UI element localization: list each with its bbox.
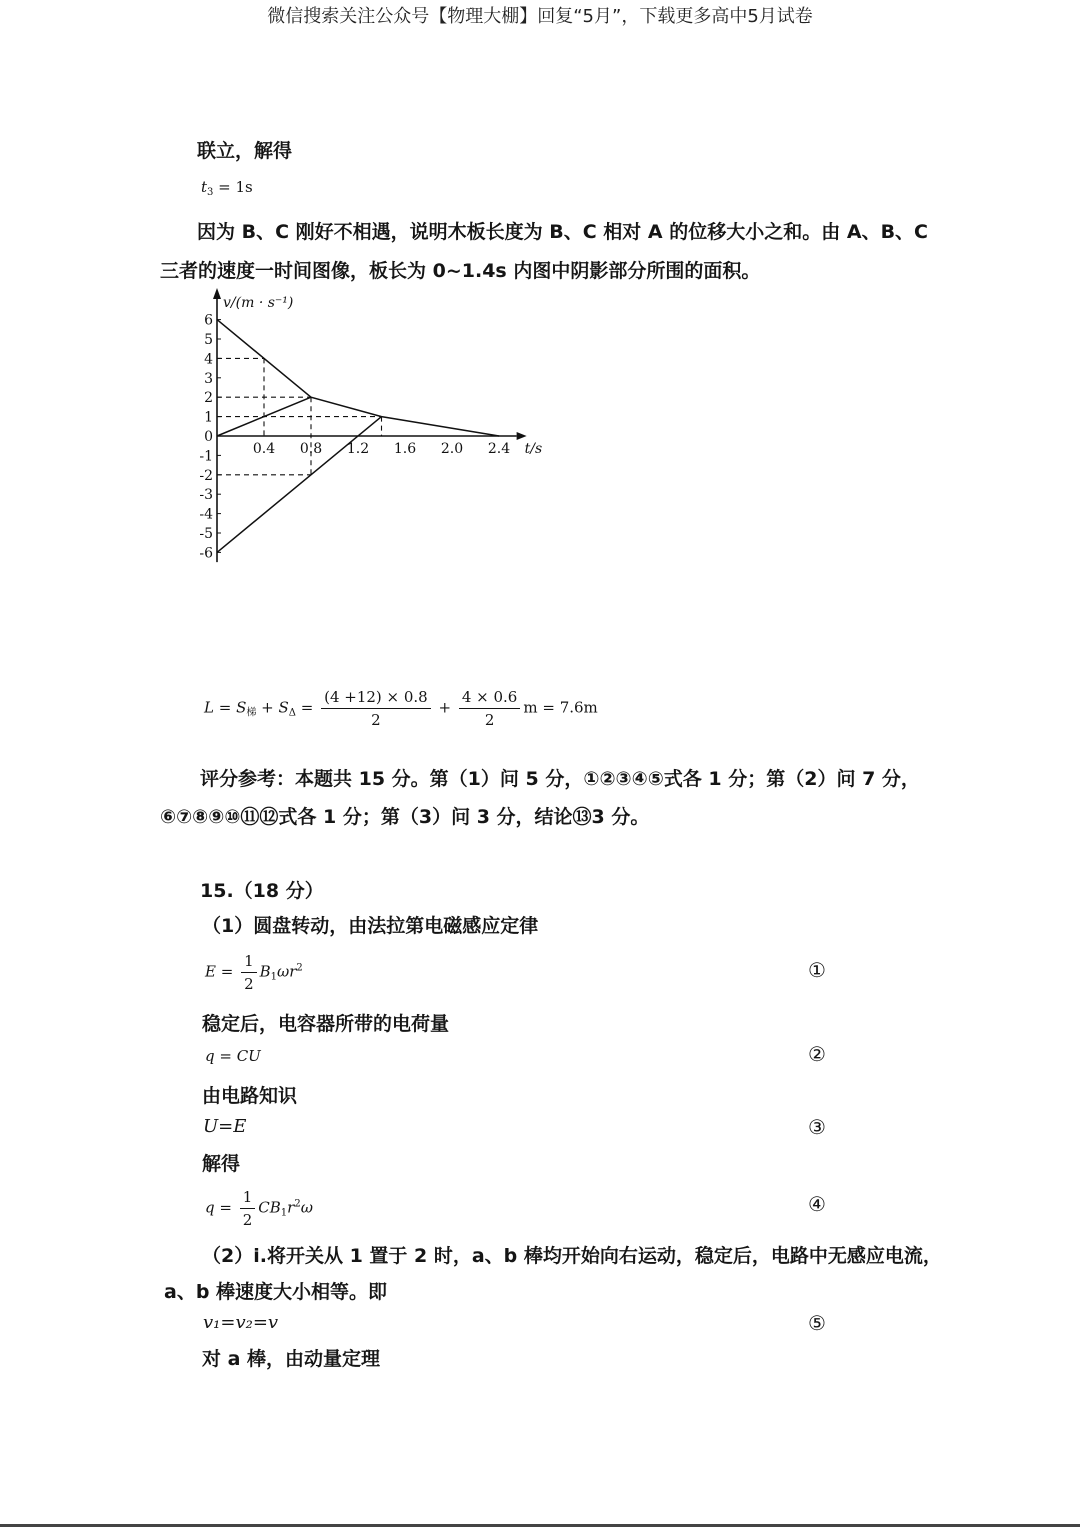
fraction-trapezoid xyxy=(321,688,431,729)
fraction-triangle-numerator: 4 × 0.6 xyxy=(459,688,521,709)
y-axis-label: v/(m · s⁻¹) xyxy=(223,295,294,311)
x-tick-label: 1.2 xyxy=(346,441,370,457)
y-tick-label: 1 xyxy=(204,409,213,426)
formula-L-s1-sub: 梯 xyxy=(246,707,257,719)
t3-symbol: t xyxy=(201,178,208,196)
y-tick-label: -5 xyxy=(199,526,213,542)
velocity-series-line-3 xyxy=(217,417,382,553)
after-stable-text: 稳定后，电容器所带的电荷量 xyxy=(202,1013,450,1035)
equation-3-number: ③ xyxy=(808,1115,826,1139)
equation-4-number: ④ xyxy=(808,1192,826,1216)
formula-L xyxy=(204,688,598,729)
y-tick-label: 2 xyxy=(204,390,213,407)
equation-2: q = CU xyxy=(205,1047,261,1065)
y-tick-label: 4 xyxy=(204,351,213,368)
eq4-r: r xyxy=(287,1198,295,1217)
x-axis-arrow xyxy=(517,432,527,440)
eq4-cb: CB xyxy=(258,1198,281,1217)
fraction-triangle-denominator: 2 xyxy=(484,711,495,729)
formula-L-s2: S xyxy=(278,698,289,717)
formula-L-lhs: L xyxy=(204,698,214,717)
equation-4 xyxy=(205,1188,313,1229)
y-tick-label: 5 xyxy=(204,332,213,348)
x-tick-label: 0.8 xyxy=(299,441,323,457)
eq1-eq: = xyxy=(215,962,239,981)
y-tick-label: -1 xyxy=(199,448,213,465)
equation-1 xyxy=(205,952,303,993)
formula-L-plus2: + xyxy=(433,698,456,717)
scoring-label: 评分参考 xyxy=(200,768,277,790)
formula-L-plus: + xyxy=(256,698,279,717)
equation-5-number: ⑤ xyxy=(808,1311,826,1335)
velocity-time-chart xyxy=(180,285,550,575)
eq1-fraction xyxy=(241,952,257,993)
paragraph-line-1: 因为 B、C 刚好不相遇，说明木板长度为 B、C 相对 A 的位移大小之和。由 A、B、C xyxy=(197,221,928,243)
fraction-trapezoid-denominator: 2 xyxy=(371,711,381,729)
solve-joint-text: 联立，解得 xyxy=(197,140,293,162)
velocity-series-line-2 xyxy=(217,397,311,436)
y-tick-label: 6 xyxy=(204,312,213,329)
eq4-lhs: q xyxy=(205,1198,215,1217)
equation-2-number: ② xyxy=(808,1042,826,1066)
scoring-line-2: ⑥⑦⑧⑨⑩⑪⑫式各 1 分；第（3）问 3 分，结论⑬3 分。 xyxy=(160,806,650,828)
formula-L-result: m = 7.6m xyxy=(523,698,598,717)
paragraph-line-2: 三者的速度一时间图像，板长为 0~1.4s 内图中阴影部分所围的面积。 xyxy=(160,260,761,282)
x-axis-label: t/s xyxy=(524,441,543,457)
x-tick-label: 2.0 xyxy=(440,441,464,457)
y-tick-label: 3 xyxy=(204,370,213,387)
final-line-text: 对 a 棒，由动量定理 xyxy=(202,1348,381,1370)
eq1-b-sub: 1 xyxy=(270,971,278,983)
y-tick-label: -2 xyxy=(199,467,213,484)
y-tick-label: -4 xyxy=(199,506,213,523)
formula-L-eq: = xyxy=(213,698,237,717)
eq1-denominator: 2 xyxy=(244,975,254,993)
question-15-title: 15.（18 分） xyxy=(200,880,324,902)
question-15-part2-line2: a、b 棒速度大小相等。即 xyxy=(164,1281,388,1303)
question-15-part2-line1: （2）i.将开关从 1 置于 2 时，a、b 棒均开始向右运动，稳定后，电路中无感应电流， xyxy=(202,1245,942,1267)
formula-L-s2-sub: Δ xyxy=(288,707,296,719)
x-tick-label: 2.4 xyxy=(487,441,511,457)
equation-3: U=E xyxy=(203,1116,247,1137)
y-axis-arrow xyxy=(213,288,221,299)
eq4-sub: 1 xyxy=(280,1207,288,1219)
eq4-sup: 2 xyxy=(294,1198,301,1210)
circuit-knowledge-text: 由电路知识 xyxy=(202,1085,298,1107)
eq1-tail: ωr xyxy=(277,962,297,981)
eq4-denominator: 2 xyxy=(242,1211,253,1229)
page-header-banner: 微信搜索关注公众号【物理大棚】回复“5月”，下载更多高中5月试卷 xyxy=(267,6,813,27)
formula-L-s1: S xyxy=(236,698,247,717)
eq4-eq: = xyxy=(214,1198,237,1217)
eq4-omega: ω xyxy=(300,1198,313,1217)
y-tick-label: -6 xyxy=(199,545,213,562)
scoring-line-1-text: ：本题共 15 分。第（1）问 5 分，①②③④⑤式各 1 分；第（2）问 7 分， xyxy=(276,768,920,790)
formula-L-eq2: = xyxy=(295,698,319,717)
eq4-numerator: 1 xyxy=(240,1188,256,1209)
y-tick-label: -3 xyxy=(199,487,213,504)
solve-text: 解得 xyxy=(202,1153,241,1175)
scoring-line-1 xyxy=(200,764,920,791)
eq1-b: B xyxy=(259,962,271,981)
x-tick-label: 1.6 xyxy=(393,441,417,457)
fraction-trapezoid-numerator: (4 +12) × 0.8 xyxy=(321,688,431,709)
fraction-triangle xyxy=(459,688,521,729)
x-tick-label: 0.4 xyxy=(252,441,276,457)
equation-1-number: ① xyxy=(808,958,826,982)
y-tick-label: 0 xyxy=(204,429,213,445)
eq1-lhs: E xyxy=(205,962,216,981)
eq1-numerator: 1 xyxy=(241,952,257,973)
equation-5: v₁=v₂=v xyxy=(203,1312,279,1333)
t3-result xyxy=(201,178,253,198)
eq1-sup: 2 xyxy=(296,962,303,974)
question-15-part1: （1）圆盘转动，由法拉第电磁感应定律 xyxy=(202,915,539,937)
t3-value: = 1s xyxy=(213,178,253,196)
eq4-fraction xyxy=(240,1188,256,1229)
t3-subscript: 3 xyxy=(207,187,214,198)
